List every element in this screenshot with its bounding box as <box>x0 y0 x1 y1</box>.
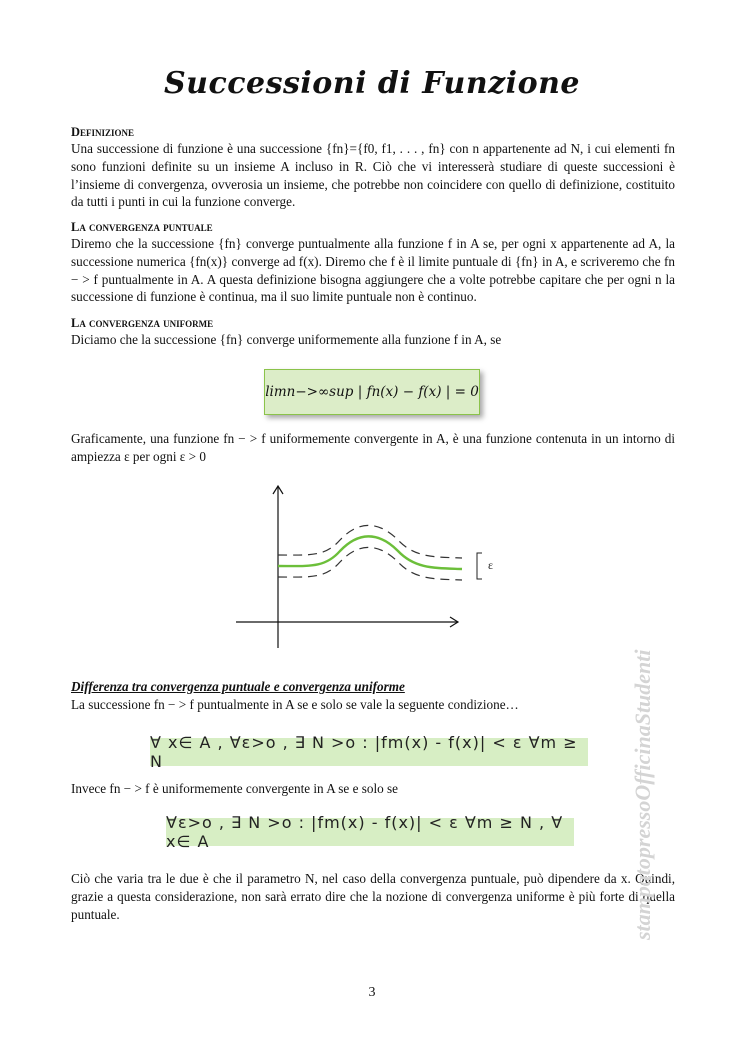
upper-bound-curve <box>278 525 462 558</box>
paragraph-differenza-1: La successione fn − > f puntualmente in A se e solo se vale la seguente condizione… <box>71 696 519 712</box>
page-number: 3 <box>368 985 376 1000</box>
paragraph-uniforme: Diciamo che la successione {fn} converge uniformemente alla funzione f in A, se <box>71 332 502 347</box>
watermark <box>600 530 690 950</box>
convergence-graph <box>230 478 510 650</box>
epsilon-label: ε <box>488 558 494 572</box>
limit-function-curve <box>278 536 462 569</box>
paragraph-definizione: Una successione di funzione è una successione {fn}={f0, f1, . . . , fn} con n appartenente ad N, i cui elementi fn sono funzioni definite su un insieme A incluso in R. Ciò che vi interesserà studiare di queste successioni è l’insieme di convergenza, ovverosia un insieme, che potrebbe non coincidere con quello di definizione, costituito da tutti i punti in cui la funzione converge. <box>71 141 675 210</box>
section-uniforme <box>71 315 675 349</box>
paragraph-differenza-2: Invece fn − > f è uniformemente convergente in A se e solo se <box>71 781 398 796</box>
heading-differenza: Differenza tra convergenza puntuale e convergenza uniforme <box>71 679 405 694</box>
epsilon-bracket <box>477 553 482 579</box>
heading-puntuale: La convergenza puntuale <box>71 220 213 234</box>
section-differenza <box>71 678 675 714</box>
pointwise-condition-formula: ∀ x∈ A , ∀ε>o , ∃ N >o : |fm(x) - f(x)| < ε ∀m ≥ N <box>150 738 588 766</box>
section-definizione <box>71 124 675 211</box>
paragraph-conclusion: Ciò che varia tra le due è che il parametro N, nel caso della convergenza puntuale, può dipendere da x. Quindi, grazie a questa considerazione, non sarà errato dire che la nozione di convergenza uniforme è più forte di quella puntuale. <box>71 871 675 922</box>
heading-definizione: Definizione <box>71 125 135 139</box>
watermark-text: stampatopressoOfficinaStudenti <box>630 649 655 940</box>
lower-bound-curve <box>278 547 462 580</box>
section-puntuale <box>71 219 675 306</box>
heading-uniforme: La convergenza uniforme <box>71 316 214 330</box>
uniform-limit-formula: limn−>∞sup | fn(x) − f(x) | = 0 <box>264 369 480 415</box>
paragraph-puntuale: Diremo che la successione {fn} converge puntualmente alla funzione f in A se, per ogni x appartenente ad A, la successione numerica {fn(x)} converge ad f(x). Diremo che f è il limite puntuale di {fn} in A, e scriveremo che fn − > f puntualmente in A. A questa definizione bisogna aggiungere che a volte potrebbe capitare che per ogni n la successione di funzione è continua, ma il suo limite puntuale non è continuo. <box>71 236 675 305</box>
page-title: Successioni di Funzione <box>164 66 580 101</box>
uniform-condition-formula: ∀ε>o , ∃ N >o : |fm(x) - f(x)| < ε ∀m ≥ N , ∀ x∈ A <box>166 818 574 846</box>
paragraph-graph-intro: Graficamente, una funzione fn − > f uniformemente convergente in A, è una funzione contenuta in un intorno di ampiezza ε per ogni ε > 0 <box>71 431 675 464</box>
